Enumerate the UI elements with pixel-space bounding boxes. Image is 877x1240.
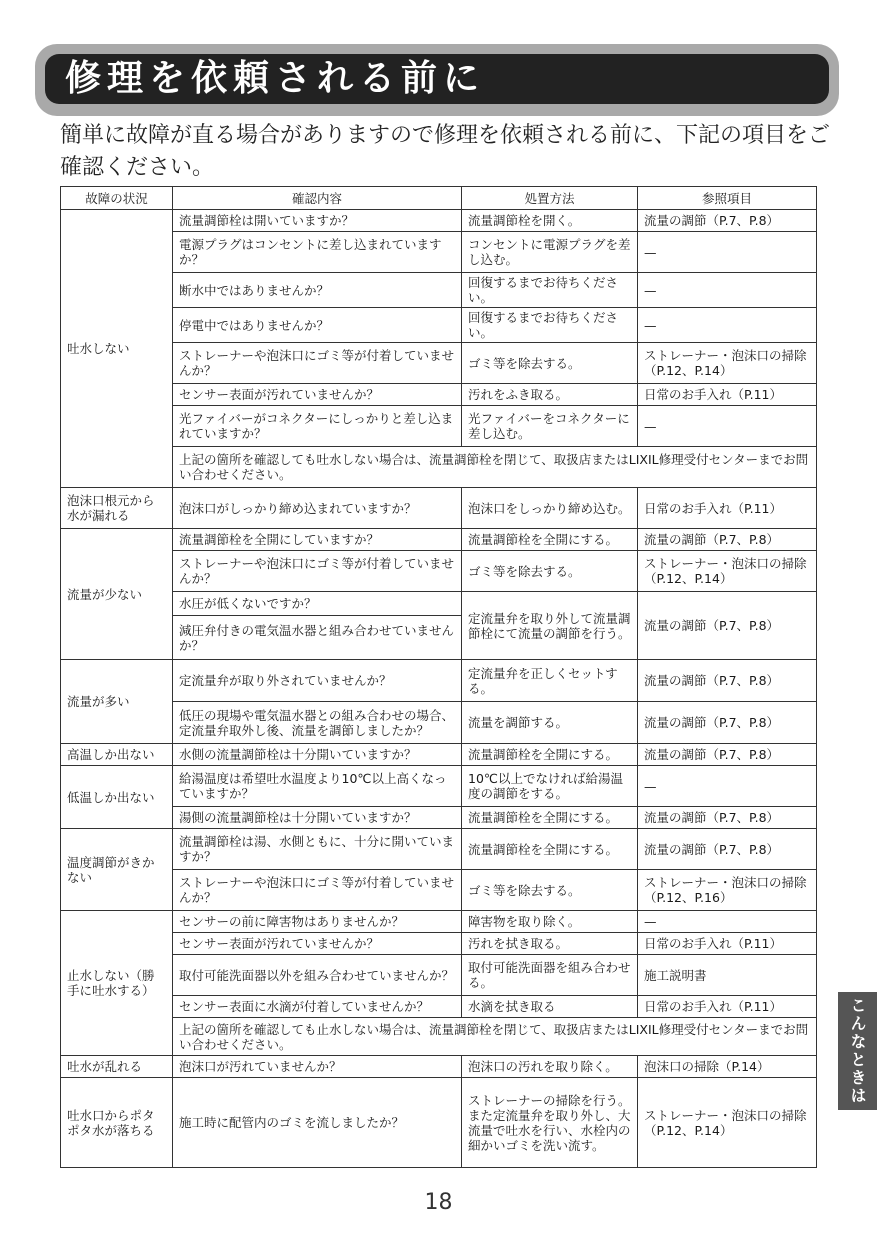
remedy-cell: 光ファイバーをコネクターに差し込む。	[462, 406, 638, 447]
check-cell: センサー表面に水滴が付着していませんか？	[173, 996, 462, 1018]
reference-cell: 流量の調節（P.7、P.8）	[638, 592, 817, 660]
troubleshooting-table	[60, 186, 817, 1168]
table-row	[61, 551, 817, 592]
remedy-cell: ゴミ等を除去する。	[462, 870, 638, 911]
reference-cell: 泡沫口の掃除（P.14）	[638, 1056, 817, 1078]
table-row	[61, 343, 817, 384]
table-row	[61, 870, 817, 911]
symptom-cell: 流量が多い	[61, 660, 173, 744]
check-cell: ストレーナーや泡沫口にゴミ等が付着していませんか？	[173, 870, 462, 911]
remedy-cell: 泡沫口の汚れを取り除く。	[462, 1056, 638, 1078]
check-cell: ストレーナーや泡沫口にゴミ等が付着していませんか？	[173, 551, 462, 592]
table-row	[61, 766, 817, 807]
reference-cell: 流量の調節（P.7、P.8）	[638, 829, 817, 870]
symptom-cell: 低温しか出ない	[61, 766, 173, 829]
symptom-cell: 吐水口からポタポタ水が落ちる	[61, 1078, 173, 1168]
remedy-cell: 流量調節栓を全開にする。	[462, 529, 638, 551]
table-row	[61, 996, 817, 1018]
check-cell: 定流量弁が取り外されていませんか？	[173, 660, 462, 702]
remedy-cell: 回復するまでお待ちください。	[462, 308, 638, 343]
remedy-cell: 障害物を取り除く。	[462, 911, 638, 933]
remedy-cell: 流量を調節する。	[462, 702, 638, 744]
remedy-cell: 汚れを拭き取る。	[462, 933, 638, 955]
remedy-cell: 定流量弁を取り外して流量調節栓にて流量の調節を行う。	[462, 592, 638, 660]
table-row	[61, 592, 817, 616]
table-row	[61, 308, 817, 343]
check-cell: 流量調節栓は開いていますか？	[173, 210, 462, 232]
table-row	[61, 384, 817, 406]
reference-cell: 施工説明書	[638, 955, 817, 996]
reference-cell: 流量の調節（P.7、P.8）	[638, 529, 817, 551]
reference-cell: 日常のお手入れ（P.11）	[638, 384, 817, 406]
table-row	[61, 1078, 817, 1168]
check-cell: 電源プラグはコンセントに差し込まれていますか？	[173, 232, 462, 273]
symptom-cell: 温度調節がきかない	[61, 829, 173, 911]
reference-cell: 日常のお手入れ（P.11）	[638, 488, 817, 529]
table-row	[61, 955, 817, 996]
check-cell: センサー表面が汚れていませんか？	[173, 933, 462, 955]
table-row	[61, 447, 817, 488]
reference-cell: 流量の調節（P.7、P.8）	[638, 702, 817, 744]
reference-cell: ストレーナー・泡沫口の掃除（P.12、P.14）	[638, 1078, 817, 1168]
check-cell: センサーの前に障害物はありませんか？	[173, 911, 462, 933]
table-row	[61, 807, 817, 829]
check-cell: 断水中ではありませんか？	[173, 273, 462, 308]
reference-cell: ストレーナー・泡沫口の掃除（P.12、P.14）	[638, 343, 817, 384]
check-cell: 給湯温度は希望吐水温度より10℃以上高くなっていますか？	[173, 766, 462, 807]
table-row	[61, 488, 817, 529]
page-title: 修理を依頼される前に	[65, 58, 486, 99]
remedy-cell: コンセントに電源プラグを差し込む。	[462, 232, 638, 273]
reference-cell: ストレーナー・泡沫口の掃除（P.12、P.14）	[638, 551, 817, 592]
check-cell: 光ファイバーがコネクターにしっかりと差し込まれていますか？	[173, 406, 462, 447]
check-cell: 流量調節栓は湯、水側ともに、十分に開いていますか？	[173, 829, 462, 870]
symptom-cell: 流量が少ない	[61, 529, 173, 660]
reference-cell: —	[638, 232, 817, 273]
table-row	[61, 744, 817, 766]
check-cell: 湯側の流量調節栓は十分開いていますか？	[173, 807, 462, 829]
remedy-cell: ゴミ等を除去する。	[462, 343, 638, 384]
table-header-row	[61, 187, 817, 210]
reference-cell: 流量の調節（P.7、P.8）	[638, 744, 817, 766]
table-row	[61, 1056, 817, 1078]
check-cell: 水圧が低くないですか？	[173, 592, 462, 616]
symptom-cell: 吐水が乱れる	[61, 1056, 173, 1078]
table-row	[61, 911, 817, 933]
table-row	[61, 1018, 817, 1056]
remedy-cell: 水滴を拭き取る	[462, 996, 638, 1018]
remedy-cell: 回復するまでお待ちください。	[462, 273, 638, 308]
remedy-cell: 取付可能洗面器を組み合わせる。	[462, 955, 638, 996]
intro-text: 簡単に故障が直る場合がありますので修理を依頼される前に、下記の項目をご確認ください。	[60, 123, 831, 180]
check-cell: ストレーナーや泡沫口にゴミ等が付着していませんか？	[173, 343, 462, 384]
check-cell: 施工時に配管内のゴミを流しましたか？	[173, 1078, 462, 1168]
table-row	[61, 829, 817, 870]
symptom-cell: 止水しない（勝手に吐水する）	[61, 911, 173, 1056]
table-row	[61, 933, 817, 955]
reference-cell: 日常のお手入れ（P.11）	[638, 996, 817, 1018]
note-cell: 上記の箇所を確認しても止水しない場合は、流量調節栓を閉じて、取扱店またはLIXIL修理受付センターまでお問い合わせください。	[173, 1018, 817, 1056]
table-row	[61, 529, 817, 551]
check-cell: 減圧弁付きの電気温水器と組み合わせていませんか？	[173, 616, 462, 660]
symptom-cell: 吐水しない	[61, 210, 173, 488]
reference-cell: 流量の調節（P.7、P.8）	[638, 660, 817, 702]
header-reference: 参照項目	[638, 187, 817, 210]
reference-cell: —	[638, 406, 817, 447]
title-bar	[35, 44, 839, 116]
remedy-cell: 流量調節栓を開く。	[462, 210, 638, 232]
header-symptom: 故障の状況	[61, 187, 173, 210]
reference-cell: 日常のお手入れ（P.11）	[638, 933, 817, 955]
remedy-cell: 流量調節栓を全開にする。	[462, 807, 638, 829]
remedy-cell: ストレーナーの掃除を行う。また定流量弁を取り外し、大流量で吐水を行い、水栓内の細かいゴミを洗い流す。	[462, 1078, 638, 1168]
table-row	[61, 232, 817, 273]
section-side-tab: こんなときは	[838, 992, 877, 1110]
reference-cell: —	[638, 308, 817, 343]
table-row	[61, 660, 817, 702]
table-row	[61, 210, 817, 232]
title-banner	[45, 54, 829, 104]
check-cell: センサー表面が汚れていませんか？	[173, 384, 462, 406]
remedy-cell: 流量調節栓を全開にする。	[462, 744, 638, 766]
table-row	[61, 273, 817, 308]
reference-cell: —	[638, 273, 817, 308]
check-cell: 停電中ではありませんか？	[173, 308, 462, 343]
remedy-cell: 泡沫口をしっかり締め込む。	[462, 488, 638, 529]
check-cell: 低圧の現場や電気温水器との組み合わせの場合、定流量弁取外し後、流量を調節しましたか？	[173, 702, 462, 744]
check-cell: 水側の流量調節栓は十分開いていますか？	[173, 744, 462, 766]
check-cell: 取付可能洗面器以外を組み合わせていませんか？	[173, 955, 462, 996]
reference-cell: 流量の調節（P.7、P.8）	[638, 210, 817, 232]
remedy-cell: 汚れをふき取る。	[462, 384, 638, 406]
symptom-cell: 泡沫口根元から水が漏れる	[61, 488, 173, 529]
remedy-cell: ゴミ等を除去する。	[462, 551, 638, 592]
check-cell: 流量調節栓を全開にしていますか？	[173, 529, 462, 551]
check-cell: 泡沫口がしっかり締め込まれていますか？	[173, 488, 462, 529]
reference-cell: —	[638, 766, 817, 807]
table-row	[61, 406, 817, 447]
remedy-cell: 定流量弁を正しくセットする。	[462, 660, 638, 702]
reference-cell: 流量の調節（P.7、P.8）	[638, 807, 817, 829]
check-cell: 泡沫口が汚れていませんか？	[173, 1056, 462, 1078]
table-row	[61, 702, 817, 744]
remedy-cell: 10℃以上でなければ給湯温度の調節をする。	[462, 766, 638, 807]
reference-cell: ストレーナー・泡沫口の掃除（P.12、P.16）	[638, 870, 817, 911]
note-cell: 上記の箇所を確認しても吐水しない場合は、流量調節栓を閉じて、取扱店またはLIXIL修理受付センターまでお問い合わせください。	[173, 447, 817, 488]
header-remedy: 処置方法	[462, 187, 638, 210]
reference-cell: —	[638, 911, 817, 933]
page-number: 18	[424, 1190, 453, 1215]
header-check: 確認内容	[173, 187, 462, 210]
remedy-cell: 流量調節栓を全開にする。	[462, 829, 638, 870]
symptom-cell: 高温しか出ない	[61, 744, 173, 766]
